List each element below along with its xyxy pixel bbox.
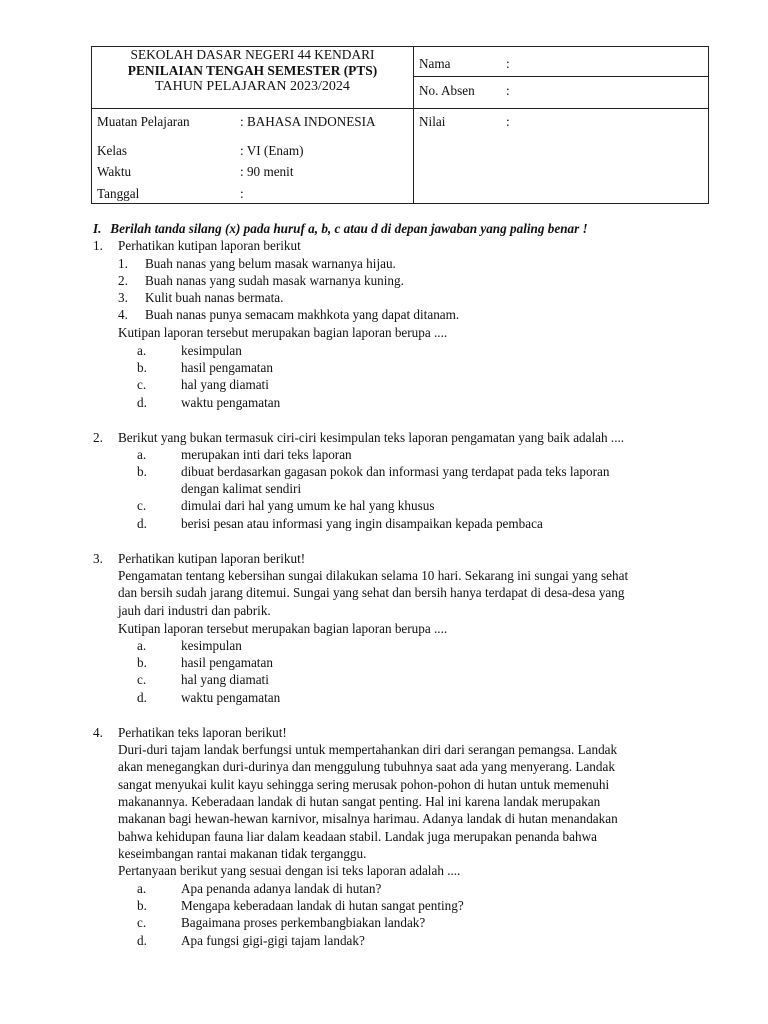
- option-text: hasil pengamatan: [181, 360, 273, 375]
- question-text: Pertanyaan berikut yang sesuai dengan isi teks laporan adalah ....: [118, 863, 461, 878]
- option-letter: b.: [137, 655, 147, 670]
- tanggal-value: :: [240, 186, 244, 201]
- list-item: Kulit buah nanas bermata.: [145, 290, 284, 305]
- passage-line: sangat menyukai kulit kayu sehingga sering merusak pohon-pohon di hutan untuk memenuhi: [118, 777, 610, 792]
- question-stem: Perhatikan kutipan laporan berikut!: [118, 551, 306, 566]
- nama-label: Nama: [419, 56, 451, 71]
- muatan-value: : BAHASA INDONESIA: [240, 114, 376, 129]
- option-text: Mengapa keberadaan landak di hutan sangat penting?: [181, 898, 464, 913]
- question-stem: Perhatikan teks laporan berikut!: [118, 725, 287, 740]
- option-letter: c.: [137, 377, 147, 392]
- option-letter: d.: [137, 395, 147, 410]
- list-number: 2.: [118, 273, 128, 288]
- kelas-value: : VI (Enam): [240, 143, 304, 158]
- question-text: Kutipan laporan tersebut merupakan bagian laporan berupa ....: [118, 621, 448, 636]
- question-number: 1.: [93, 238, 103, 253]
- passage-line: Pengamatan tentang kebersihan sungai dilakukan selama 10 hari. Sekarang ini sungai yang sehat: [118, 568, 629, 583]
- option-text: Apa fungsi gigi-gigi tajam landak?: [181, 933, 365, 948]
- instruction-text: Berilah tanda silang (x) pada huruf a, b, c atau d di depan jawaban yang paling benar !: [110, 221, 588, 236]
- option-text: merupakan inti dari teks laporan: [181, 447, 352, 462]
- option-text: Apa penanda adanya landak di hutan?: [181, 881, 382, 896]
- school-header-cell: [92, 47, 414, 109]
- option-text: berisi pesan atau informasi yang ingin disampaikan kepada pembaca: [181, 516, 543, 531]
- option-text-continued: dengan kalimat sendiri: [181, 481, 302, 496]
- absen-colon: :: [506, 83, 510, 98]
- option-letter: d.: [137, 516, 147, 531]
- option-text: dimulai dari hal yang umum ke hal yang khusus: [181, 498, 435, 513]
- option-letter: d.: [137, 690, 147, 705]
- option-letter: b.: [137, 360, 147, 375]
- muatan-label: Muatan Pelajaran: [97, 114, 190, 129]
- passage-line: bahwa kehidupan fauna liar dalam keadaan stabil. Landak juga merupakan penanda bahwa: [118, 829, 597, 844]
- question-text: Kutipan laporan tersebut merupakan bagian laporan berupa ....: [118, 325, 448, 340]
- header-table: [91, 46, 709, 204]
- option-letter: c.: [137, 498, 147, 513]
- kelas-label: Kelas: [97, 143, 128, 158]
- option-letter: a.: [137, 343, 147, 358]
- list-item: Buah nanas yang belum masak warnanya hijau.: [145, 256, 396, 271]
- nama-colon: :: [506, 56, 510, 71]
- question-number: 2.: [93, 430, 103, 445]
- passage-line: Duri-duri tajam landak berfungsi untuk mempertahankan diri dari serangan pemangsa. Landak: [118, 742, 618, 757]
- option-text: Bagaimana proses perkembangbiakan landak?: [181, 915, 426, 930]
- waktu-label: Waktu: [97, 164, 132, 179]
- option-letter: d.: [137, 933, 147, 948]
- section-number: I.: [93, 221, 102, 236]
- nilai-label: Nilai: [419, 114, 446, 129]
- academic-year: TAHUN PELAJARAN 2023/2024: [155, 79, 350, 94]
- option-text: hasil pengamatan: [181, 655, 273, 670]
- list-number: 3.: [118, 290, 128, 305]
- waktu-value: : 90 menit: [240, 164, 294, 179]
- option-letter: a.: [137, 638, 147, 653]
- nilai-colon: :: [506, 114, 510, 129]
- score-cell: [414, 109, 709, 204]
- option-text: dibuat berdasarkan gagasan pokok dan informasi yang terdapat pada teks laporan: [181, 464, 610, 479]
- option-text: waktu pengamatan: [181, 395, 281, 410]
- passage-line: jauh dari industri dan pabrik.: [118, 603, 271, 618]
- option-letter: a.: [137, 881, 147, 896]
- option-letter: b.: [137, 898, 147, 913]
- exam-title: PENILAIAN TENGAH SEMESTER (PTS): [127, 63, 378, 78]
- option-text: kesimpulan: [181, 638, 242, 653]
- option-text: waktu pengamatan: [181, 690, 281, 705]
- passage-line: akan menegangkan duri-durinya dan menggulung tubuhnya saat ada yang menyerang. Landak: [118, 759, 615, 774]
- list-number: 4.: [118, 307, 128, 322]
- passage-line: dan bersih sudah jarang ditemui. Sungai yang sehat dan bersih hanya terdapat di desa-desa yang: [118, 585, 625, 600]
- list-item: Buah nanas punya semacam makhkota yang dapat ditanam.: [145, 307, 460, 322]
- tanggal-label: Tanggal: [97, 186, 140, 201]
- subject-info-cell: [92, 109, 414, 204]
- absen-label: No. Absen: [419, 83, 475, 98]
- passage-line: makanan bagi hewan-hewan karnivor, misalnya harimau. Adanya landak di hutan menandakan: [118, 811, 618, 826]
- question-stem: Perhatikan kutipan laporan berikut: [118, 238, 301, 253]
- option-text: kesimpulan: [181, 343, 242, 358]
- section-instruction: [93, 221, 588, 237]
- passage-line: keseimbangan rantai makanan tidak terganggu.: [118, 846, 367, 861]
- option-text: hal yang diamati: [181, 672, 269, 687]
- option-text: hal yang diamati: [181, 377, 269, 392]
- option-letter: c.: [137, 915, 147, 930]
- school-name: SEKOLAH DASAR NEGERI 44 KENDARI: [130, 47, 375, 62]
- option-letter: c.: [137, 672, 147, 687]
- list-item: Buah nanas yang sudah masak warnanya kuning.: [145, 273, 404, 288]
- student-identity-cell: [414, 47, 709, 109]
- list-number: 1.: [118, 256, 128, 271]
- question-number: 3.: [93, 551, 103, 566]
- question-number: 4.: [93, 725, 103, 740]
- question-stem: Berikut yang bukan termasuk ciri-ciri kesimpulan teks laporan pengamatan yang baik adalah ....: [118, 430, 625, 445]
- identity-divider: [414, 76, 708, 77]
- passage-line: makanannya. Keberadaan landak di hutan sangat penting. Hal ini karena landak merupakan: [118, 794, 601, 809]
- option-letter: b.: [137, 464, 147, 479]
- option-letter: a.: [137, 447, 147, 462]
